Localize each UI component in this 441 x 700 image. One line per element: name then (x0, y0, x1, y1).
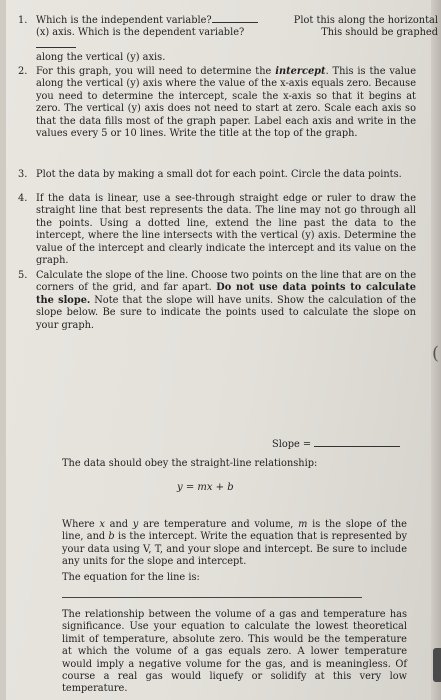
question-3-text: Plot the data by making a small dot for each point. Circle the data points. (36, 169, 402, 180)
relationship-intro: The data should obey the straight-line relationship: (62, 458, 318, 469)
question-5 (18, 270, 416, 332)
linear-equation: y = mx + b (177, 482, 234, 493)
question-4 (18, 193, 416, 267)
equation-prompt: The equation for the line is: (62, 572, 200, 583)
question-2 (18, 66, 416, 140)
question-number: 1. (18, 15, 28, 26)
page-tab (433, 648, 441, 682)
question-1-text: Which is the independent variable? (x) axis. Which is the dependent variable? along the vertical (y) axis. (36, 15, 262, 65)
page-left-edge (0, 0, 6, 700)
slope-answer: Slope = (272, 439, 400, 450)
question-number: 5. (18, 270, 28, 281)
question-1-right-text: Plot this along the horizontal This should be graphed (293, 15, 438, 39)
answer-blank-dependent[interactable] (36, 47, 76, 48)
question-1 (18, 15, 438, 65)
variable-definitions: Where x and y are temperature and volume, m is the slope of the line, and b is the intercept. Write the equation that is represented by your data using V, T, and your slope and intercept. Be sure to include any units for the slope and intercept. (62, 519, 407, 568)
question-4-text: If the data is linear, use a see-through straight edge or ruler to draw the straight line that best represents the data. The line may not go through all the points. Using a dotted line, extend the line past the data to the intercept, where the line intersects with the vertical (y) axis. Determine the value of the intercept and clearly indicate the intercept and its value on the graph. (36, 193, 416, 267)
margin-mark: ( (431, 343, 439, 364)
absolute-zero-paragraph: The relationship between the volume of a gas and temperature has significance. Use your equation to calculate the lowest theoretical limit of temperature, absolute zero. This would be the temperature at which the volume of a gas equals zero. A lower temperature would imply a negative volume for the gas, and is meaningless. Of course a real gas would liquefy or solidify at this very low temperature. (62, 609, 407, 695)
slope-answer-blank[interactable] (314, 446, 400, 447)
question-2-text: For this graph, you will need to determine the intercept. This is the value along the vertical (y) axis where the value of the x-axis equals zero. Because you need to determine the intercept, scale the x-axis so that it begins at zero. The vertical (y) axis does not need to start at zero. Scale each axis so that the data fills most of the graph paper. Label each axis and write in the values every 5 or 10 lines. Write the title at the top of the graph. (36, 66, 416, 140)
question-number: 4. (18, 193, 28, 204)
question-number: 3. (18, 169, 28, 180)
question-number: 2. (18, 66, 28, 77)
answer-blank-independent[interactable] (212, 22, 258, 23)
question-3 (18, 169, 416, 181)
question-5-text: Calculate the slope of the line. Choose two points on the line that are on the corners of the grid, and far apart. Do not use data points to calculate the slope. Note that the slope will have units. Show the calculation of the slope below. Be sure to indicate the points used to calculate the slope on your graph. (36, 270, 416, 331)
equation-answer-line[interactable] (62, 596, 362, 598)
